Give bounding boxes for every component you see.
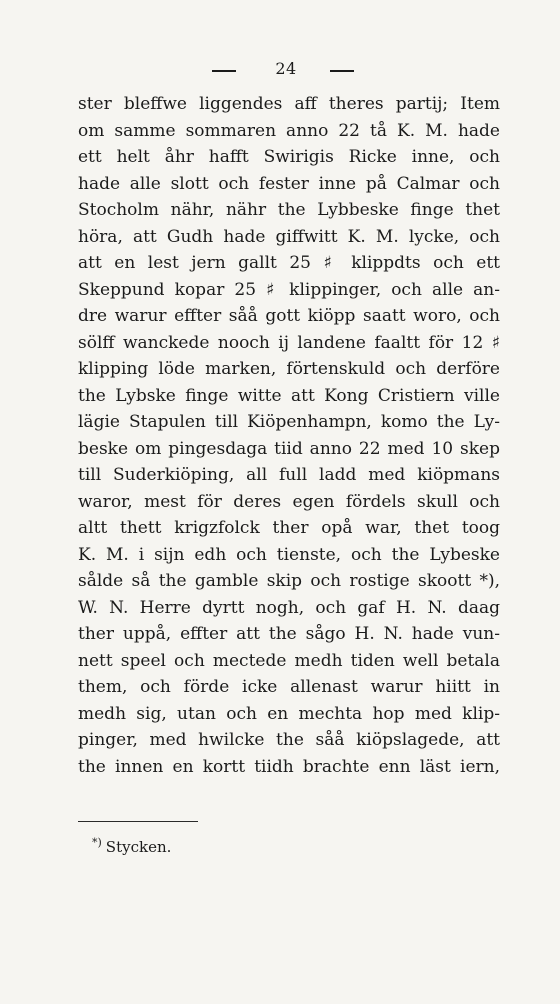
footnote-rule (78, 821, 198, 822)
footnote (92, 832, 171, 858)
text-line: beske om pingesdaga tiid anno 22 med 10 skep (78, 438, 500, 459)
header-dash-right (330, 70, 354, 72)
text-line: Skeppund kopar 25 ♯ klippinger, och alle an- (78, 279, 500, 300)
text-line: hade alle slott och fester inne på Calmar och (78, 173, 500, 194)
text-line: altt thett krigzfolck ther opå war, thet toog (78, 518, 500, 538)
text-line: Stocholm nähr, nähr the Lybbeske finge thet (78, 200, 500, 220)
text-line: ster bleffwe liggendes aff theres partij; Item (78, 94, 500, 114)
page-number: 24 (275, 59, 297, 78)
text-line: the innen en kortt tiidh brachte enn läst iern, (78, 756, 500, 777)
text-line: sålde så the gamble skip och rostige skoott *), (78, 571, 500, 591)
text-line: ther uppå, effter att the sågo H. N. hade vun- (78, 624, 500, 644)
text-line: pinger, med hwilcke the såå kiöpslagede, att (78, 730, 500, 750)
header-dash-left (212, 70, 236, 72)
text-line: att en lest jern gallt 25 ♯ klippdts och ett (78, 253, 500, 273)
text-line: ett helt åhr hafft Swirigis Ricke inne, och (78, 147, 500, 167)
text-line: K. M. i sijn edh och tienste, och the Lybeske (78, 544, 500, 565)
text-line: lägie Stapulen till Kiöpenhampn, komo the Ly- (78, 412, 500, 432)
footnote-marker: *) (92, 836, 102, 849)
body-text (78, 91, 500, 780)
text-line: till Suderkiöping, all full ladd med kiöpmans (78, 465, 500, 485)
text-line: nett speel och mectede medh tiden well betala (78, 650, 500, 671)
text-line: medh sig, utan och en mechta hop med klip- (78, 703, 500, 724)
text-line: sölff wanckede nooch ij landene faaltt för 12 ♯ (78, 332, 500, 353)
text-line: dre warur effter såå gott kiöpp saatt woro, och (78, 306, 500, 326)
text-line: waror, mest för deres egen fördels skull och (78, 491, 500, 512)
text-line: W. N. Herre dyrtt nogh, och gaf H. N. daag (78, 597, 500, 618)
text-line: höra, att Gudh hade giffwitt K. M. lycke, och (78, 226, 500, 247)
text-line: klipping löde marken, förtenskuld och derföre (78, 359, 500, 379)
page-header (0, 54, 560, 84)
text-line: om samme sommaren anno 22 tå K. M. hade (78, 120, 500, 141)
text-line: them, och förde icke allenast warur hiitt in (78, 677, 500, 697)
text-line: the Lybske finge witte att Kong Cristiern ville (78, 385, 500, 406)
footnote-text: Stycken. (105, 838, 172, 856)
